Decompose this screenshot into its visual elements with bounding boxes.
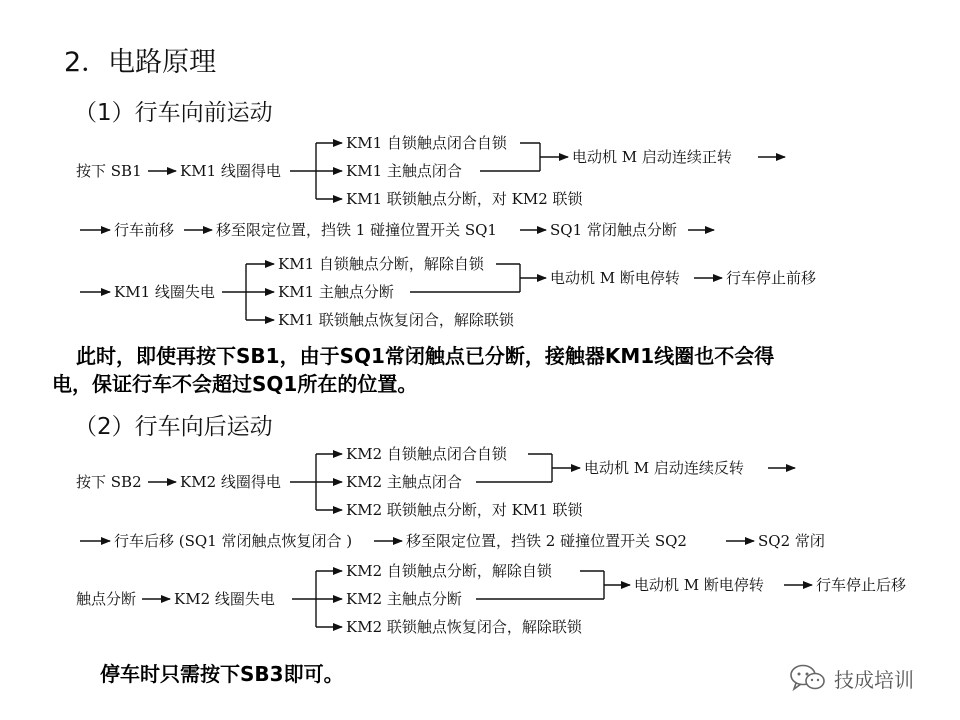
motor-reverse-start: 电动机 M 启动连续反转 [584, 459, 744, 477]
km1-coil-off: KM1 线圈失电 [114, 283, 215, 301]
section-title-backward: （2）行车向后运动 [74, 414, 273, 440]
motor-stop-2: 电动机 M 断电停转 [634, 576, 764, 594]
km1-self-lock-close: KM1 自锁触点闭合自锁 [346, 134, 507, 152]
km1-main-open: KM1 主触点分断 [278, 283, 394, 301]
contact-open: 触点分断 [76, 590, 137, 608]
km1-self-lock-release: KM1 自锁触点分断，解除自锁 [278, 255, 484, 273]
reach-limit-sq2: 移至限定位置，挡铁 2 碰撞位置开关 SQ2 [406, 532, 687, 550]
note-stop: 停车时只需按下SB3即可。 [100, 662, 344, 686]
km1-coil-on: KM1 线圈得电 [180, 162, 281, 180]
motor-stop: 电动机 M 断电停转 [550, 269, 680, 287]
km1-interlock-restore: KM1 联锁触点恢复闭合，解除联锁 [278, 311, 514, 329]
km2-coil-off: KM2 线圈失电 [174, 590, 275, 608]
motor-forward-start: 电动机 M 启动连续正转 [572, 148, 732, 166]
crane-stop-backward: 行车停止后移 [816, 576, 907, 594]
sq2-nc: SQ2 常闭 [758, 532, 825, 550]
crane-stop-forward: 行车停止前移 [726, 269, 817, 287]
watermark [788, 662, 938, 696]
km2-self-lock-close: KM2 自锁触点闭合自锁 [346, 445, 507, 463]
reach-limit-sq1: 移至限定位置，挡铁 1 碰撞位置开关 SQ1 [216, 221, 497, 239]
km2-coil-on: KM2 线圈得电 [180, 473, 281, 491]
km1-main-close: KM1 主触点闭合 [346, 162, 462, 180]
km1-interlock-open: KM1 联锁触点分断，对 KM2 联锁 [346, 190, 583, 208]
press-sb2: 按下 SB2 [76, 473, 142, 491]
note-line-1: 此时，即使再按下SB1，由于SQ1常闭触点已分断，接触器KM1线圈也不会得 [76, 344, 775, 368]
km2-interlock-restore: KM2 联锁触点恢复闭合，解除联锁 [346, 618, 582, 636]
km2-main-close: KM2 主触点闭合 [346, 473, 462, 491]
note-line-2: 电，保证行车不会超过SQ1所在的位置。 [52, 372, 418, 396]
crane-forward: 行车前移 [114, 221, 175, 239]
page-title: 2．电路原理 [64, 47, 217, 78]
km2-self-lock-release: KM2 自锁触点分断，解除自锁 [346, 562, 552, 580]
wechat-icon [788, 662, 828, 694]
watermark-text: 技成培训 [834, 668, 914, 692]
sq1-nc-open: SQ1 常闭触点分断 [550, 221, 677, 239]
press-sb1: 按下 SB1 [76, 162, 142, 180]
km2-main-open: KM2 主触点分断 [346, 590, 462, 608]
km2-interlock-open: KM2 联锁触点分断，对 KM1 联锁 [346, 501, 583, 519]
crane-backward: 行车后移 (SQ1 常闭触点恢复闭合 ) [114, 532, 353, 550]
section-title-forward: （1）行车向前运动 [74, 100, 273, 126]
